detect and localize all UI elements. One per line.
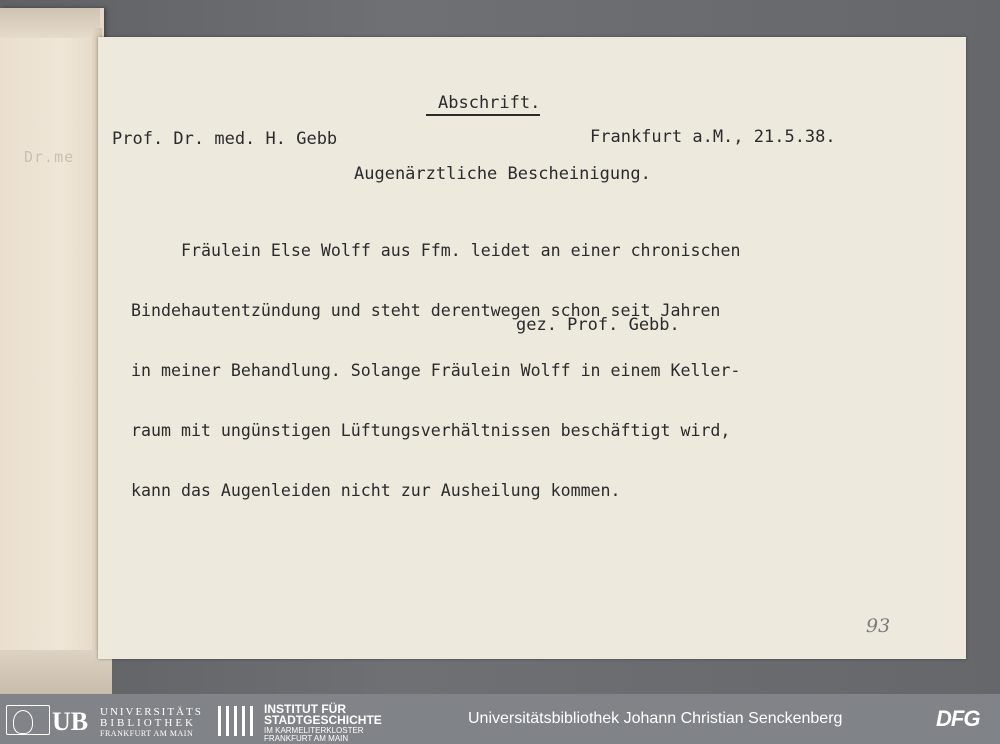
ub-logo-letters: UB — [52, 707, 89, 736]
page-number: 93 — [866, 615, 891, 637]
arch-icon — [214, 702, 254, 738]
document-heading: Abschrift. — [426, 93, 540, 116]
underlying-card-stub — [0, 650, 112, 694]
footer-bar — [0, 694, 1000, 744]
underlying-card-text: Dr.me — [24, 148, 75, 166]
isg-logo-line1: INSTITUT FÜR — [264, 702, 346, 716]
ub-logo-line3: FRANKFURT AM MAIN — [100, 729, 194, 738]
document-body — [131, 201, 951, 541]
isg-logo-line4: FRANKFURT AM MAIN — [264, 734, 349, 743]
isg-logo-line2: STADTGESCHICHTE — [264, 713, 382, 727]
body-line: raum mit ungünstigen Lüftungsverhältnissen beschäftigt wird, — [131, 421, 731, 440]
body-line: in meiner Behandlung. Solange Fräulein Wolff in einem Keller- — [131, 361, 741, 380]
isg-logo-line3: IM KARMELITERKLOSTER — [264, 726, 364, 735]
body-line: kann das Augenleiden nicht zur Ausheilung kommen. — [131, 481, 621, 500]
signature: gez. Prof. Gebb. — [516, 315, 680, 335]
ub-logo-line1: UNIVERSITÄTS — [100, 706, 203, 718]
dfg-logo[interactable]: DFG — [936, 706, 980, 731]
document-card — [98, 37, 966, 659]
body-line: Fräulein Else Wolff aus Ffm. leidet an einer chronischen — [181, 241, 741, 260]
underlying-card — [0, 8, 104, 692]
ub-logo-line2: BIBLIOTHEK — [100, 717, 196, 729]
goethe-portrait-icon — [6, 705, 50, 735]
body-line: Bindehautentzündung und steht derentwegen schon seit Jahren — [131, 301, 721, 320]
place-date-line: Frankfurt a.M., 21.5.38. — [590, 127, 836, 147]
sender-line: Prof. Dr. med. H. Gebb — [112, 129, 338, 149]
isg-logo[interactable] — [214, 702, 414, 743]
ub-logo[interactable] — [6, 703, 206, 737]
document-subject: Augenärztliche Bescheinigung. — [354, 164, 651, 184]
library-name[interactable]: Universitätsbibliothek Johann Christian Senckenberg — [468, 710, 843, 727]
